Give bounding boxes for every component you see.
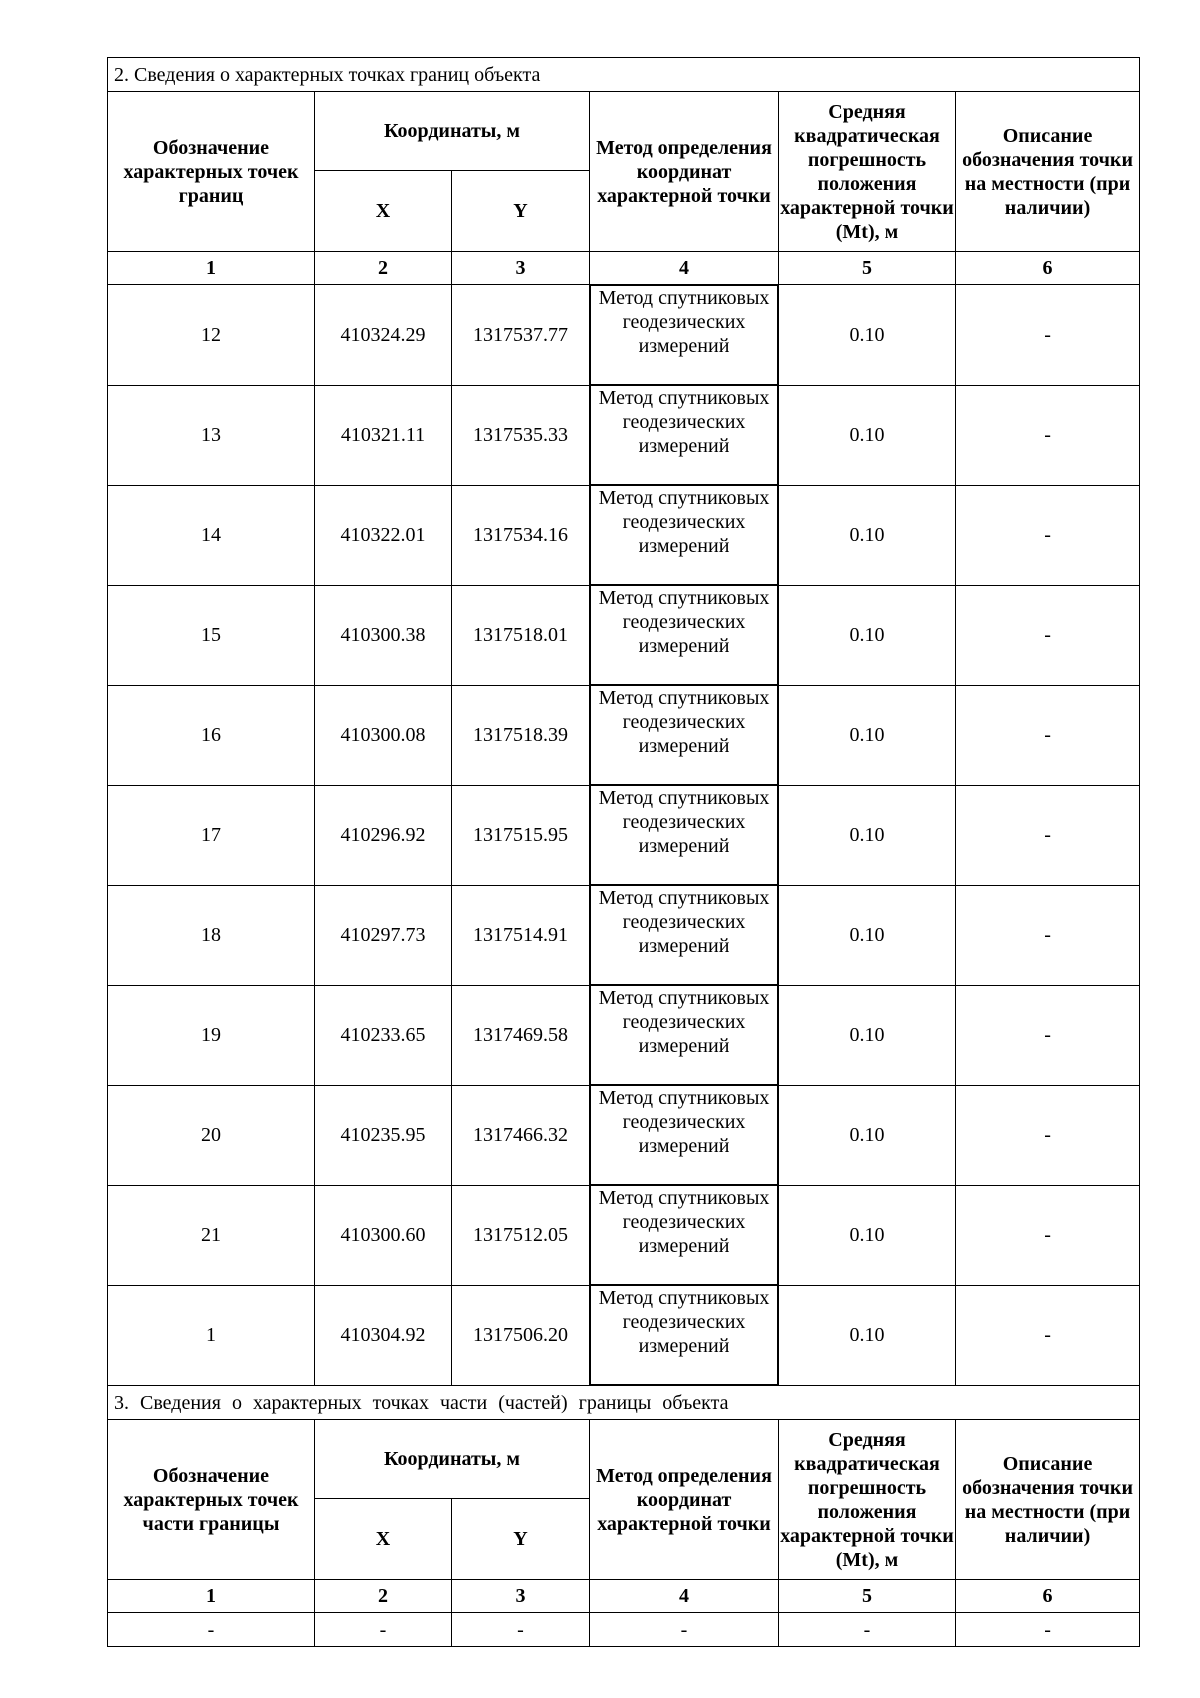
cell-y: 1317535.33: [452, 385, 590, 485]
cell-y: 1317534.16: [452, 485, 590, 585]
cell-y: -: [452, 1613, 590, 1647]
cell-x: 410296.92: [315, 785, 452, 885]
cell-x: 410300.08: [315, 685, 452, 785]
cell-error: 0.10: [779, 985, 956, 1085]
header-method: Метод определения координат характерной точки: [590, 92, 779, 252]
column-number: 5: [779, 252, 956, 285]
cell-y: 1317537.77: [452, 285, 590, 386]
cell-description: -: [956, 985, 1140, 1085]
cell-x: 410233.65: [315, 985, 452, 1085]
column-number: 3: [452, 252, 590, 285]
cell-point: -: [108, 1613, 315, 1647]
cell-description: -: [956, 585, 1140, 685]
cell-method: Метод спутниковых геодезических измерений: [590, 885, 778, 985]
column-number: 1: [108, 252, 315, 285]
column-number: 5: [779, 1580, 956, 1613]
table-row: [108, 285, 1140, 386]
coordinates-table: [107, 57, 1140, 1647]
cell-error: 0.10: [779, 585, 956, 685]
section-3-column-numbers: [108, 1580, 1140, 1613]
cell-y: 1317512.05: [452, 1185, 590, 1285]
section-3-title: 3. Сведения о характерных точках части (частей) границы объекта: [108, 1386, 1140, 1420]
cell-error: 0.10: [779, 685, 956, 785]
table-row: [108, 985, 1140, 1085]
header-method: Метод определения координат характерной точки: [590, 1420, 779, 1580]
column-number: 3: [452, 1580, 590, 1613]
section-2-title-row: [108, 58, 1140, 92]
cell-point: 18: [108, 885, 315, 985]
column-number: 4: [590, 1580, 779, 1613]
cell-error: -: [779, 1613, 956, 1647]
cell-error: 0.10: [779, 385, 956, 485]
cell-method: Метод спутниковых геодезических измерений: [590, 485, 778, 585]
header-x: X: [315, 171, 452, 252]
cell-error: 0.10: [779, 285, 956, 386]
header-point-designation: Обозначение характерных точек части границы: [108, 1420, 315, 1580]
cell-method: Метод спутниковых геодезических измерений: [590, 585, 778, 685]
cell-point: 17: [108, 785, 315, 885]
column-number: 1: [108, 1580, 315, 1613]
header-point-designation: Обозначение характерных точек границ: [108, 92, 315, 252]
cell-y: 1317515.95: [452, 785, 590, 885]
section-2-column-numbers: [108, 252, 1140, 285]
cell-error: 0.10: [779, 1285, 956, 1386]
header-y: Y: [452, 1499, 590, 1580]
table-row: [108, 1085, 1140, 1185]
cell-x: 410300.38: [315, 585, 452, 685]
cell-x: 410324.29: [315, 285, 452, 386]
cell-point: 15: [108, 585, 315, 685]
cell-error: 0.10: [779, 1085, 956, 1185]
cell-description: -: [956, 885, 1140, 985]
header-description: Описание обозначения точки на местности (при наличии): [956, 1420, 1140, 1580]
header-description: Описание обозначения точки на местности (при наличии): [956, 92, 1140, 252]
section-2-title: 2. Сведения о характерных точках границ объекта: [108, 58, 1140, 92]
cell-point: 13: [108, 385, 315, 485]
column-number: 6: [956, 252, 1140, 285]
table-row: [108, 485, 1140, 585]
cell-method: Метод спутниковых геодезических измерений: [590, 285, 778, 385]
cell-point: 16: [108, 685, 315, 785]
cell-method: Метод спутниковых геодезических измерений: [590, 785, 778, 885]
cell-description: -: [956, 1085, 1140, 1185]
table-row: [108, 885, 1140, 985]
cell-x: 410235.95: [315, 1085, 452, 1185]
cell-method: Метод спутниковых геодезических измерений: [590, 385, 778, 485]
cell-method: Метод спутниковых геодезических измерений: [590, 685, 778, 785]
cell-point: 1: [108, 1285, 315, 1386]
header-coordinates: Координаты, м: [315, 1420, 590, 1499]
header-x: X: [315, 1499, 452, 1580]
header-coordinates: Координаты, м: [315, 92, 590, 171]
cell-y: 1317469.58: [452, 985, 590, 1085]
cell-description: -: [956, 1613, 1140, 1647]
section-3-table-row: [108, 1613, 1140, 1647]
cell-error: 0.10: [779, 885, 956, 985]
cell-method: -: [590, 1613, 779, 1647]
section-3-header-row: [108, 1420, 1140, 1499]
cell-error: 0.10: [779, 485, 956, 585]
cell-description: -: [956, 1185, 1140, 1285]
cell-point: 19: [108, 985, 315, 1085]
column-number: 2: [315, 1580, 452, 1613]
cell-method: Метод спутниковых геодезических измерений: [590, 985, 778, 1085]
header-error: Средняя квадратическая погрешность положения характерной точки (Mt), м: [779, 1420, 956, 1580]
cell-description: -: [956, 285, 1140, 386]
cell-method: Метод спутниковых геодезических измерений: [590, 1185, 778, 1285]
table-row: [108, 1185, 1140, 1285]
column-number: 2: [315, 252, 452, 285]
cell-y: 1317514.91: [452, 885, 590, 985]
cell-point: 20: [108, 1085, 315, 1185]
cell-point: 12: [108, 285, 315, 386]
cell-point: 14: [108, 485, 315, 585]
cell-y: 1317518.01: [452, 585, 590, 685]
cell-description: -: [956, 385, 1140, 485]
column-number: 4: [590, 252, 779, 285]
header-error: Средняя квадратическая погрешность положения характерной точки (Mt), м: [779, 92, 956, 252]
cell-method: Метод спутниковых геодезических измерений: [590, 1285, 778, 1385]
cell-point: 21: [108, 1185, 315, 1285]
cell-description: -: [956, 485, 1140, 585]
cell-error: 0.10: [779, 1185, 956, 1285]
table-row: [108, 585, 1140, 685]
cell-x: 410300.60: [315, 1185, 452, 1285]
cell-error: 0.10: [779, 785, 956, 885]
table-row: [108, 685, 1140, 785]
cell-x: -: [315, 1613, 452, 1647]
cell-x: 410304.92: [315, 1285, 452, 1386]
cell-description: -: [956, 685, 1140, 785]
table-row: [108, 785, 1140, 885]
cell-x: 410297.73: [315, 885, 452, 985]
section-3-title-row: [108, 1386, 1140, 1420]
cell-y: 1317466.32: [452, 1085, 590, 1185]
cell-x: 410321.11: [315, 385, 452, 485]
cell-description: -: [956, 785, 1140, 885]
cell-description: -: [956, 1285, 1140, 1386]
cell-y: 1317518.39: [452, 685, 590, 785]
header-y: Y: [452, 171, 590, 252]
table-row: [108, 385, 1140, 485]
cell-y: 1317506.20: [452, 1285, 590, 1386]
table-row: [108, 1285, 1140, 1386]
section-2-header-row: [108, 92, 1140, 171]
cell-method: Метод спутниковых геодезических измерений: [590, 1085, 778, 1185]
column-number: 6: [956, 1580, 1140, 1613]
cell-x: 410322.01: [315, 485, 452, 585]
